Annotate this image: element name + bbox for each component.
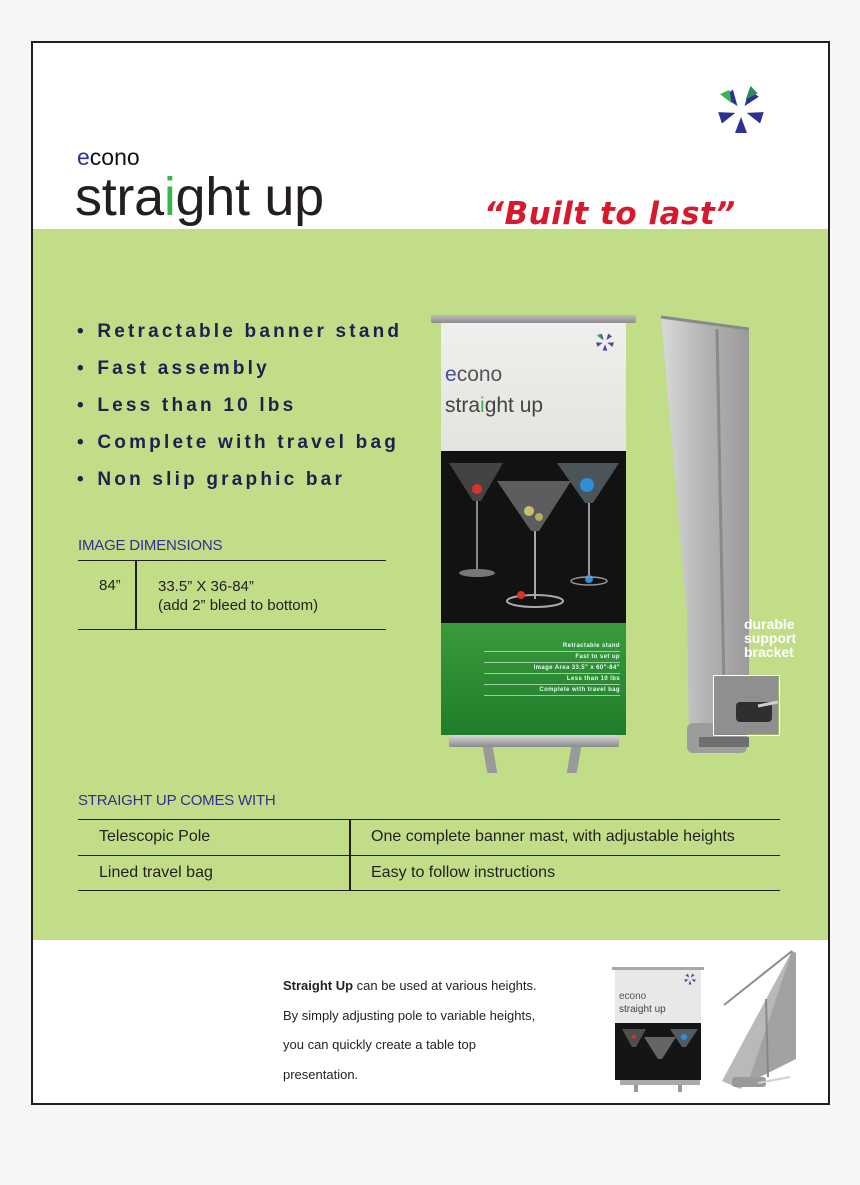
comes-detail: One complete banner mast, with adjustable heights xyxy=(371,828,735,845)
brand-title: straight up xyxy=(75,167,324,227)
banner-line: Complete with travel bag xyxy=(484,685,620,696)
mini-econo-text: econo xyxy=(619,991,647,1002)
comes-detail: Easy to follow instructions xyxy=(371,864,556,881)
banner-green-panel xyxy=(441,623,626,735)
feature-list xyxy=(77,319,402,504)
banner-line: Less than 10 lbs xyxy=(484,674,620,685)
comes-item: Telescopic Pole xyxy=(99,828,211,845)
martini-photo xyxy=(441,451,626,623)
comes-with-table xyxy=(78,819,780,891)
tagline: “Built to last” xyxy=(484,196,736,232)
banner-foot xyxy=(483,747,498,773)
bracket-label: durable support bracket xyxy=(744,616,797,660)
comes-item: Lined travel bag xyxy=(99,864,213,881)
bracket-highlight xyxy=(713,675,780,736)
banner-line: Retractable stand xyxy=(484,641,620,652)
banner-title-text: straight up xyxy=(445,394,544,417)
mini-title-text: straight up xyxy=(619,1004,666,1015)
mini-banner-side-image xyxy=(718,949,798,1095)
table-divider xyxy=(135,561,137,629)
table-row xyxy=(78,855,780,891)
banner-foot xyxy=(567,747,582,773)
banner-base xyxy=(449,735,619,747)
banner-line: Fast to set up xyxy=(484,652,620,663)
brand-logo-icon xyxy=(711,83,771,139)
feature-item: • Less than 10 lbs xyxy=(77,395,297,416)
bottom-description: Straight Up can be used at various heights. By simply adjusting pole to variable heights, you can quickly create a table top presentation. xyxy=(283,978,537,1082)
table-row xyxy=(78,819,780,855)
feature-item: • Complete with travel bag xyxy=(77,432,400,453)
banner-logo-icon xyxy=(593,331,617,353)
banner-top-rail xyxy=(431,315,636,323)
dimension-size: 33.5” X 36-84” (add 2” bleed to bottom) xyxy=(158,578,319,614)
dimension-height: 84” xyxy=(99,577,121,594)
product-sheet xyxy=(31,41,830,1105)
feature-item: • Retractable banner stand xyxy=(77,321,403,342)
image-dimensions-title: IMAGE DIMENSIONS xyxy=(78,537,223,554)
comes-with-title: STRAIGHT UP COMES WITH xyxy=(78,792,276,809)
brand-econo: econo xyxy=(77,144,140,170)
image-dimensions-table xyxy=(78,560,386,630)
banner-front-image xyxy=(431,315,636,775)
banner-line: Image Area 33.5" x 60"-84" xyxy=(484,663,620,674)
banner-econo-text: econo xyxy=(445,363,503,386)
mini-banner-front-image xyxy=(612,967,704,1092)
feature-item: • Fast assembly xyxy=(77,358,270,379)
banner-graphic xyxy=(441,323,626,735)
feature-item: • Non slip graphic bar xyxy=(77,469,346,490)
